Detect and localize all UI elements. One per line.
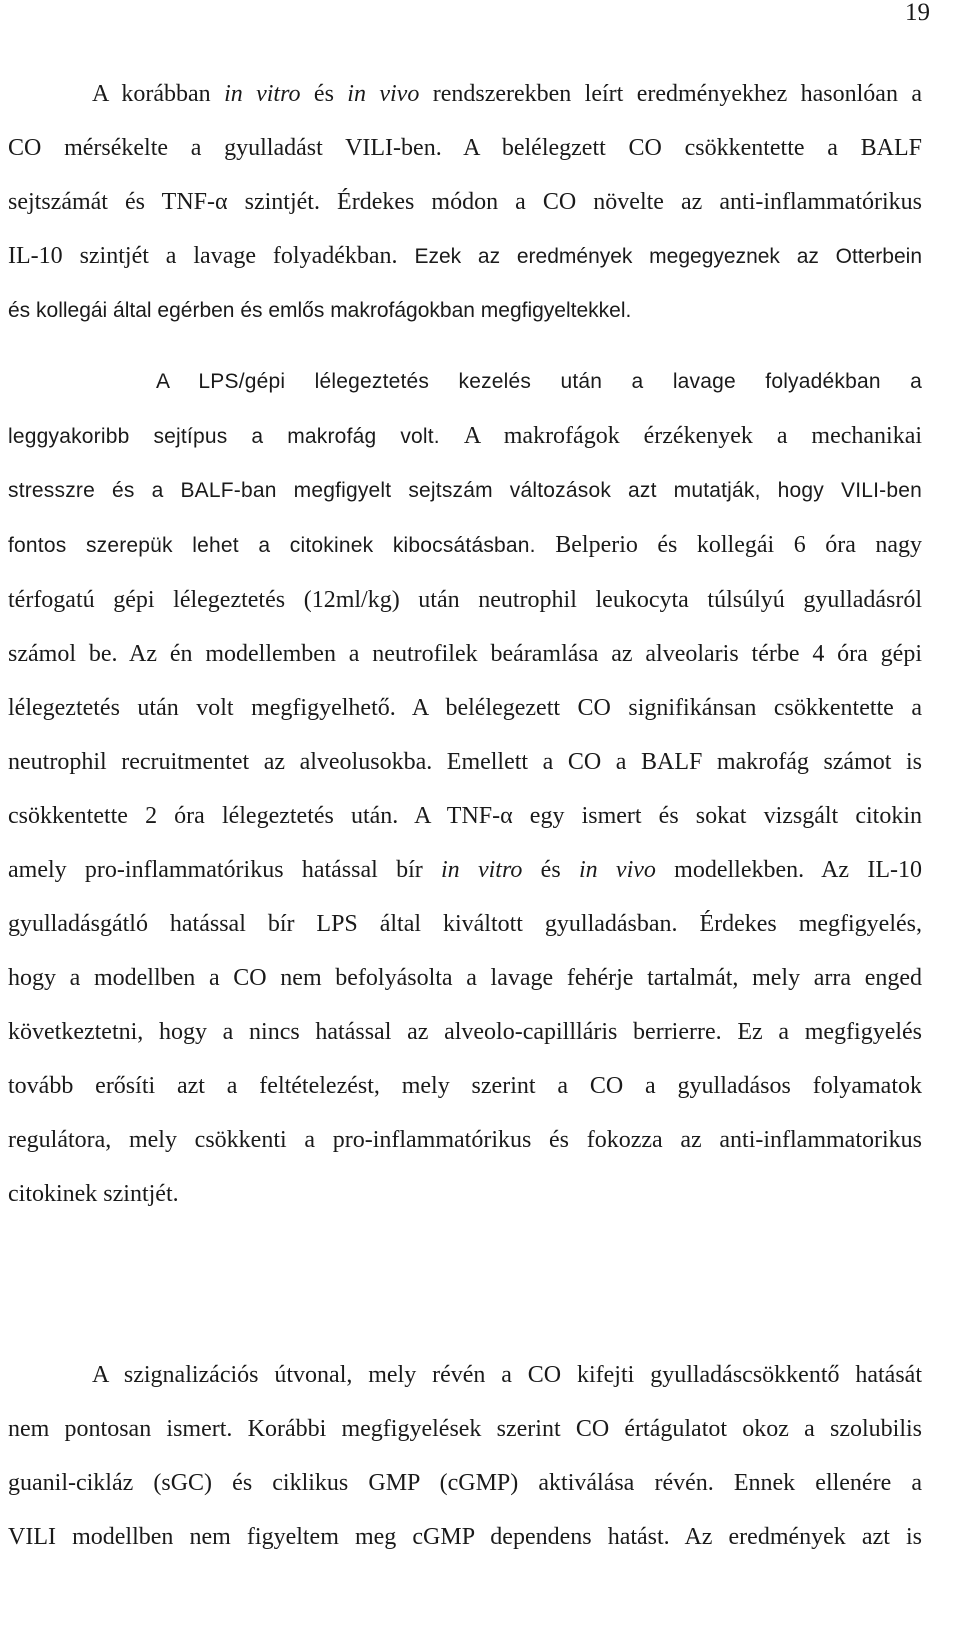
text-line: térfogatú gépi lélegeztetés (12ml/kg) után neutrophil leukocyta túlsúlyú gyulladásról xyxy=(8,587,922,613)
text-line: citokinek szintjét. xyxy=(8,1181,179,1207)
text-line: és kollegái által egérben és emlős makrofágokban megfigyeltekkel. xyxy=(8,299,632,322)
paragraph-3 xyxy=(8,1348,922,1564)
text-line: A szignalizációs útvonal, mely révén a CO kifejti gyulladáscsökkentő hatását xyxy=(92,1362,922,1388)
text-line: leggyakoribb sejtípus a makrofág volt. A makrofágok érzékenyek a mechanikai xyxy=(8,423,923,449)
text-line: gyulladásgátló hatással bír LPS által kiváltott gyulladásban. Érdekes megfigyelés, xyxy=(8,911,922,937)
text-line: sejtszámát és TNF-α szintjét. Érdekes módon a CO növelte az anti-inflammatórikus xyxy=(8,189,922,215)
text-line: fontos szerepük lehet a citokinek kibocsátásban. Belperio és kollegái 6 óra nagy xyxy=(8,532,922,558)
text-line: CO mérsékelte a gyulladást VILI-ben. A belélegzett CO csökkentette a BALF xyxy=(8,135,922,161)
text-line: következtetni, hogy a nincs hatással az alveolo-capillláris berrierre. Ez a megfigyelés xyxy=(8,1019,922,1045)
text-line: számol be. Az én modellemben a neutrofilek beáramlása az alveolaris térbe 4 óra gépi xyxy=(8,641,922,667)
text-line: stresszre és a BALF-ban megfigyelt sejtszám változások azt mutatják, hogy VILI-ben xyxy=(8,479,922,502)
text-line: A LPS/gépi lélegeztetés kezelés után a lavage folyadékban a xyxy=(156,370,922,393)
text-line: guanil-cikláz (sGC) és ciklikus GMP (cGMP) aktiválása révén. Ennek ellenére a xyxy=(8,1470,922,1496)
text-line: tovább erősíti azt a feltételezést, mely szerint a CO a gyulladásos folyamatok xyxy=(8,1073,922,1099)
text-line: A korábban in vitro és in vivo rendszerekben leírt eredményekhez hasonlóan a xyxy=(92,81,922,107)
text-line: IL-10 szintjét a lavage folyadékban. Ezek az eredmények megegyeznek az Otterbein xyxy=(8,243,923,269)
paragraph-1 xyxy=(8,67,922,338)
text-line: nem pontosan ismert. Korábbi megfigyelések szerint CO értágulatot okoz a szolubilis xyxy=(8,1416,922,1442)
text-line: neutrophil recruitmentet az alveolusokba. Emellett a CO a BALF makrofág számot is xyxy=(8,749,922,775)
page-number: 19 xyxy=(905,0,930,26)
text-line: amely pro-inflammatórikus hatással bír in vitro és in vivo modellekben. Az IL-10 xyxy=(8,857,922,883)
paragraph-2 xyxy=(8,355,922,1221)
text-line: csökkentette 2 óra lélegeztetés után. A TNF-α egy ismert és sokat vizsgált citokin xyxy=(8,803,922,829)
text-line: lélegeztetés után volt megfigyelhető. A belélegezett CO signifikánsan csökkentette a xyxy=(8,695,922,721)
text-line: regulátora, mely csökkenti a pro-inflammatórikus és fokozza az anti-inflammatorikus xyxy=(8,1127,922,1153)
text-line: hogy a modellben a CO nem befolyásolta a lavage fehérje tartalmát, mely arra enged xyxy=(8,965,922,991)
text-line: VILI modellben nem figyeltem meg cGMP dependens hatást. Az eredmények azt is xyxy=(8,1524,922,1550)
